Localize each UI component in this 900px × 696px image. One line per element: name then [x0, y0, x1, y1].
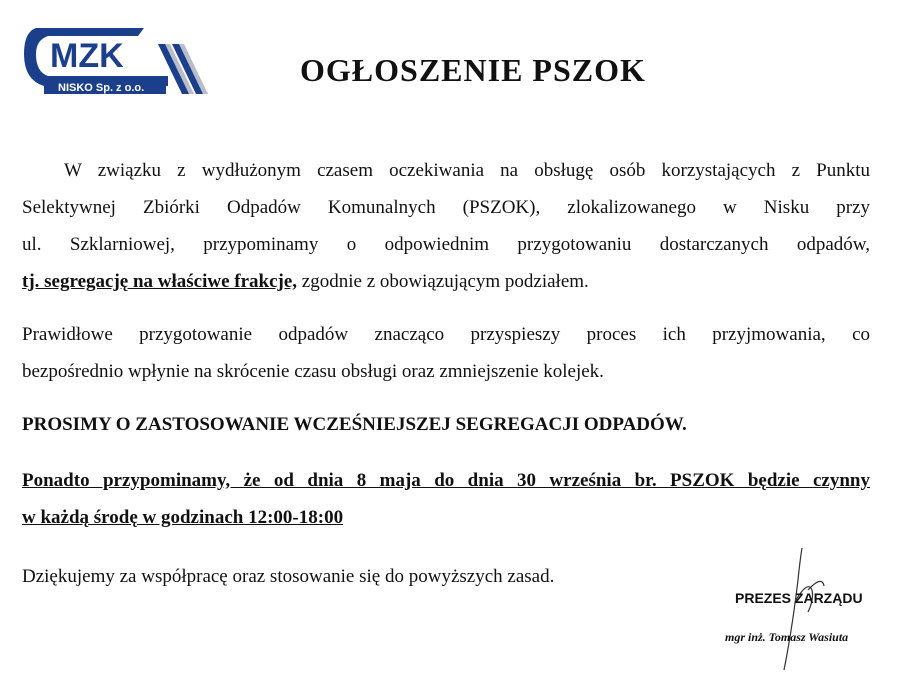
paragraph-benefit	[22, 316, 870, 390]
page-title: OGŁOSZENIE PSZOK	[300, 52, 646, 88]
paragraph-benefit-line-2: bezpośrednio wpłynie na skrócenie czasu obsługi oraz zmniejszenie kolejek.	[22, 361, 604, 382]
handwritten-signature	[712, 540, 892, 690]
paragraph-intro-line-3: ul. Szklarniowej, przypominamy o odpowiednim przygotowaniu dostarczanych odpadów,	[22, 234, 870, 255]
signature-role: PREZES ZARZĄDU	[735, 590, 863, 606]
paragraph-intro	[22, 152, 870, 300]
paragraph-thanks: Dziękujemy za współpracę oraz stosowanie się do powyższych zasad.	[22, 566, 555, 587]
paragraph-intro-line-1: W związku z wydłużonym czasem oczekiwania na obsługę osób korzystających z Punktu	[64, 160, 870, 181]
paragraph-benefit-line-1: Prawidłowe przygotowanie odpadów znacząco przyspieszy proces ich przyjmowania, co	[22, 324, 870, 345]
logo-subtitle-text: NISKO Sp. z o.o.	[58, 82, 145, 94]
logo-brand-text: MZK	[50, 37, 124, 75]
paragraph-schedule-line-1: Ponadto przypominamy, że od dnia 8 maja do dnia 30 września br. PSZOK będzie czynny	[22, 470, 870, 491]
paragraph-request: PROSIMY O ZASTOSOWANIE WCZEŚNIEJSZEJ SEGREGACJI ODPADÓW.	[22, 414, 687, 435]
paragraph-intro-line-4-rest: zgodnie z obowiązującym podziałem.	[297, 271, 589, 292]
paragraph-intro-line-4	[22, 263, 870, 300]
paragraph-schedule	[22, 462, 870, 536]
paragraph-schedule-line-2: w każdą środę w godzinach 12:00-18:00	[22, 507, 344, 528]
paragraph-intro-line-2: Selektywnej Zbiórki Odpadów Komunalnych (PSZOK), zlokalizowanego w Nisku przy	[22, 197, 870, 218]
segregation-emphasis: tj. segregację na właściwe frakcje,	[22, 271, 298, 292]
signature-name: mgr inż. Tomasz Wasiuta	[725, 630, 849, 644]
